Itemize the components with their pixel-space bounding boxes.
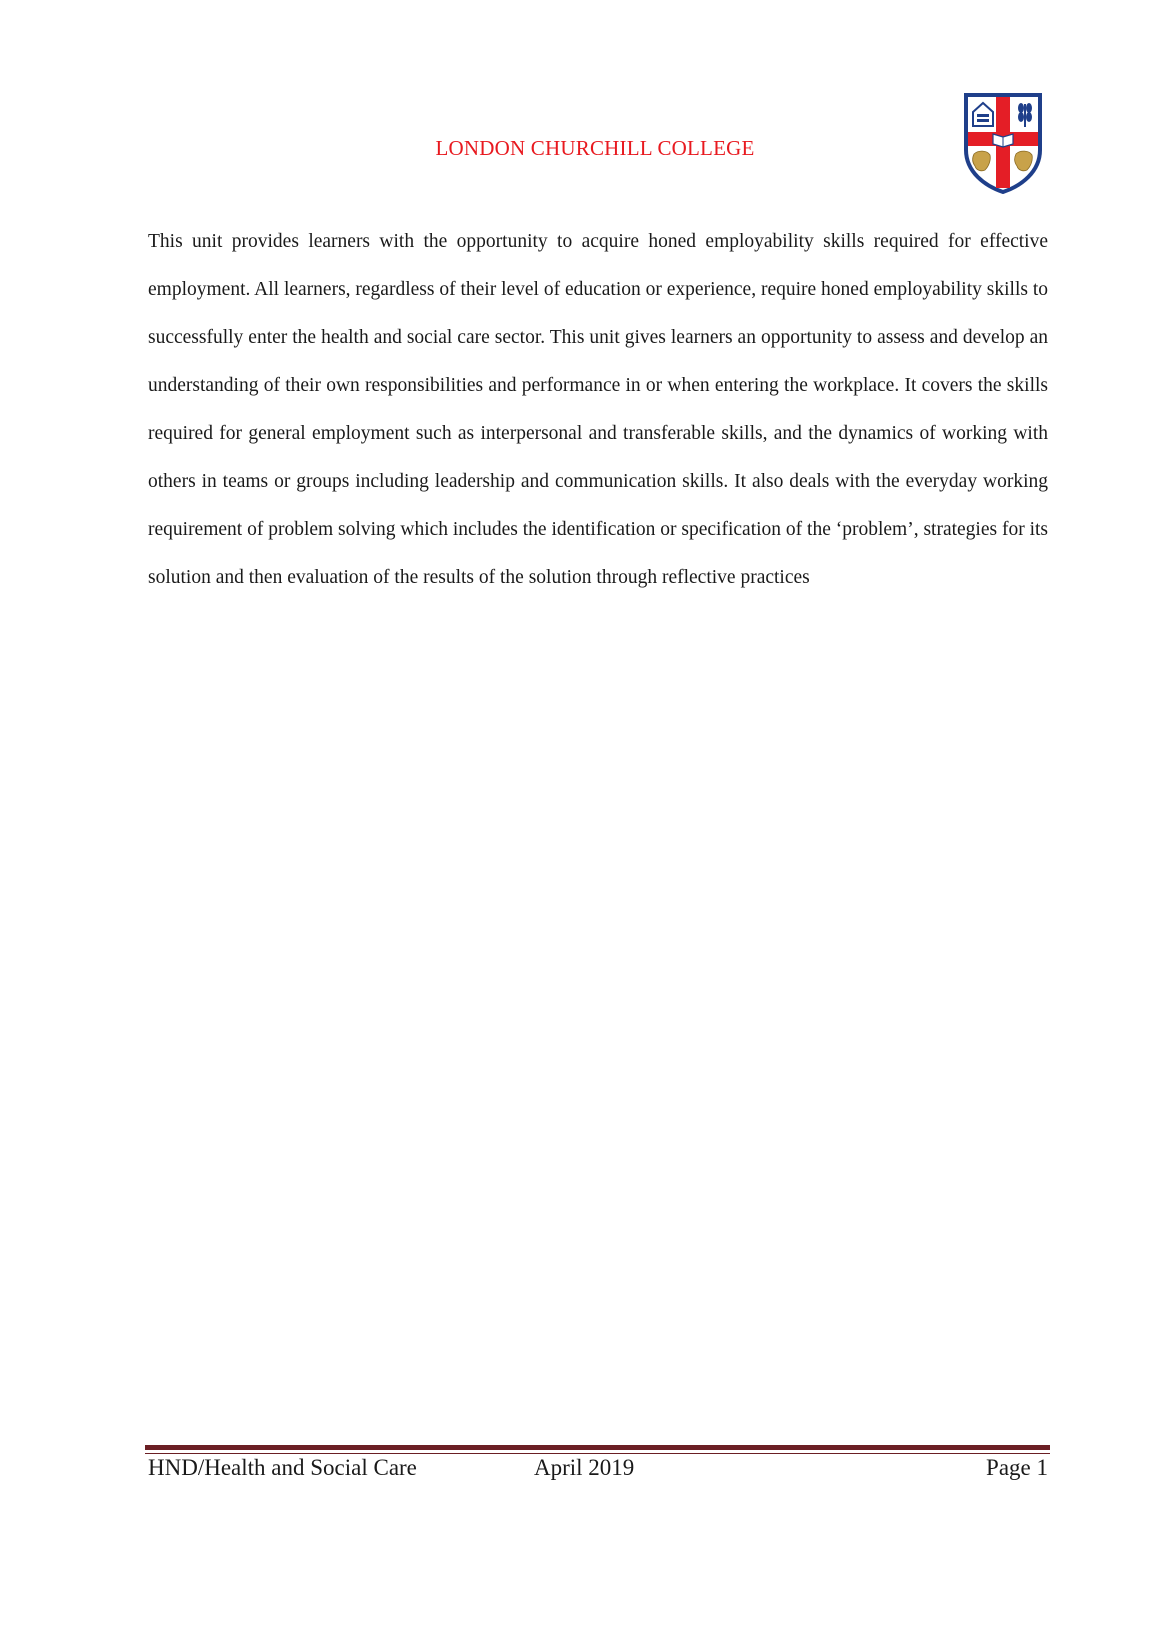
footer-date: April 2019 (534, 1455, 635, 1480)
footer-page-number: Page 1 (986, 1455, 1048, 1480)
college-title: LONDON CHURCHILL COLLEGE (435, 136, 755, 160)
footer-divider (145, 1445, 1050, 1450)
unit-description: This unit provides learners with the opportunity to acquire honed employability skills required for effective employment. All learners, regardless of their level of education or experience, require honed employability skills to successfully enter the health and social care sector. This unit gives learners an opportunity to assess and develop an understanding of their own responsibilities and performance in or when entering the workplace. It covers the skills required for general employment such as interpersonal and transferable skills, and the dynamics of working with others in teams or groups including leadership and communication skills. It also deals with the everyday working requirement of problem solving which includes the identification or specification of the ‘problem’, strategies for its solution and then evaluation of the results of the solution through reflective practices (148, 231, 1048, 588)
footer-divider-thin (145, 1453, 1050, 1454)
footer-course: HND/Health and Social Care (148, 1455, 417, 1480)
college-crest-icon (963, 92, 1043, 194)
